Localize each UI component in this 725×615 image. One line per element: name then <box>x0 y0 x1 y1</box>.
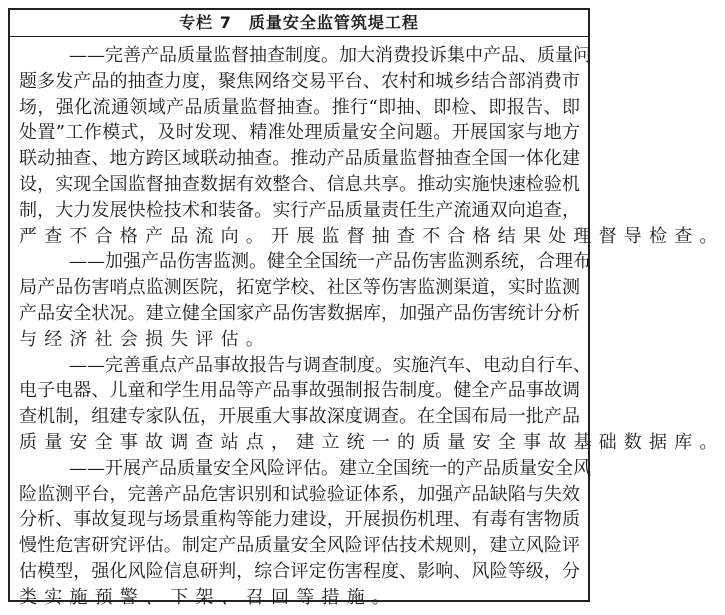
text-line: 电子电器、儿童和学生用品等产品事故强制报告制度。健全产品事故调 <box>19 380 580 402</box>
text-line: 局产品伤害哨点监测医院，拓宽学校、社区等伤害监测渠道，实时监测 <box>19 277 580 299</box>
text-line: 产品安全状况。建立健全国家产品伤害数据库，加强产品伤害统计分析 <box>19 302 580 324</box>
text-line: 设，实现全国监督抽查数据有效整合、信息共享。推动实施快速检验机 <box>19 173 580 195</box>
text-line: ——加强产品伤害监测。健全全国统一产品伤害监测系统，合理布 <box>69 251 591 273</box>
text-line: 分析、事故复现与场景重构等能力建设，开展损伤机理、有毒有害物质 <box>19 509 580 531</box>
text-line: 估模型，强化风险信息研判，综合评定伤害程度、影响、风险等级，分 <box>19 560 580 582</box>
text-line: 类实施预警、下架、召回等措施。 <box>19 586 397 608</box>
column-title: 专栏 7 质量安全监管筑堤工程 <box>10 10 588 37</box>
paragraph <box>19 456 591 611</box>
text-line: 质量安全事故调查站点，建立统一的质量安全事故基础数据库。 <box>19 431 725 453</box>
text-line: 险监测平台，完善产品危害识别和试验验证体系，加强产品缺陷与失效 <box>19 483 580 505</box>
text-line: 查机制，组建专家队伍，开展重大事故深度调查。在全国布局一批产品 <box>19 406 580 428</box>
column-box <box>8 8 725 608</box>
paragraph <box>19 249 591 352</box>
column-body <box>10 37 725 611</box>
paragraph <box>19 43 725 249</box>
text-line: 题多发产品的抽查力度，聚焦网络交易平台、农村和城乡结合部消费市 <box>19 70 580 92</box>
text-line: 处置”工作模式，及时发现、精准处理质量安全问题。开展国家与地方 <box>19 122 580 144</box>
text-line: 制，大力发展快检技术和装备。实行产品质量责任生产流通双向追查， <box>19 199 580 221</box>
text-line: 场，强化流通领域产品质量监督抽查。推行“即抽、即检、即报告、即 <box>19 96 580 118</box>
text-line: ——完善重点产品事故报告与调查制度。实施汽车、电动自行车、 <box>69 354 591 376</box>
text-line: 与经济社会损失评估。 <box>19 328 271 350</box>
paragraph <box>19 353 725 456</box>
text-line: ——完善产品质量监督抽查制度。加大消费投诉集中产品、质量问 <box>69 45 591 66</box>
text-line: 慢性危害研究评估。制定产品质量安全风险评估技术规则，建立风险评 <box>19 535 580 557</box>
text-line: 联动抽查、地方跨区域联动抽查。推动产品质量监督抽查全国一体化建 <box>19 148 580 170</box>
text-line: 严查不合格产品流向。开展监督抽查不合格结果处理督导检查。 <box>19 225 725 247</box>
text-line: ——开展产品质量安全风险评估。建立全国统一的产品质量安全风 <box>69 457 591 479</box>
